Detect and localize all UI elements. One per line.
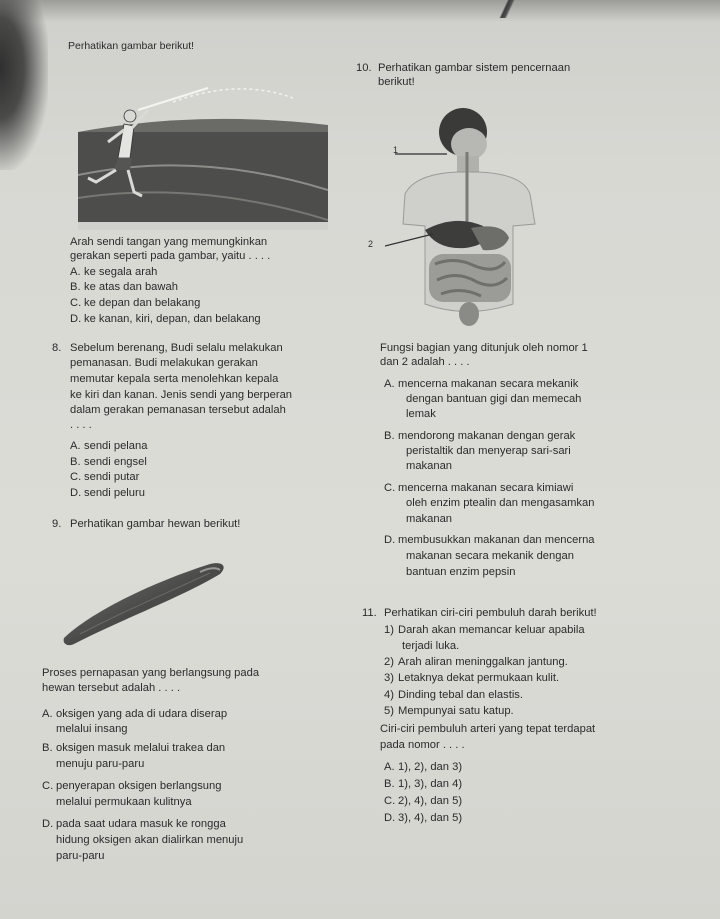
q11-item-1: 1) Darah akan memancar keluar apabila bbox=[384, 624, 585, 636]
label-2: 2 bbox=[368, 239, 374, 249]
q7-option-d[interactable]: D. ke kanan, kiri, depan, dan belakang bbox=[70, 313, 261, 325]
q9-option-c-line-2: melalui permukaan kulitnya bbox=[56, 796, 192, 808]
q10-option-d[interactable]: D. membusukkan makanan dan mencerna bbox=[384, 534, 595, 546]
q11-option-d[interactable]: D. 3), 4), dan 5) bbox=[384, 812, 463, 824]
label-1: 1 bbox=[393, 145, 399, 155]
q10-option-b-line-3: makanan bbox=[406, 460, 453, 472]
q8-stem-line-3: memutar kepala serta menolehkan kepala bbox=[70, 373, 279, 385]
q11-stem-line-2: pada nomor . . . . bbox=[380, 739, 465, 751]
q7-stem-line-2: gerakan seperti pada gambar, yaitu . . . . bbox=[70, 250, 271, 262]
q9-option-b-line-2: menuju paru-paru bbox=[56, 758, 145, 770]
q11-stem-line-1: Ciri-ciri pembuluh arteri yang tepat terdapat bbox=[380, 723, 596, 735]
q10-stem-line-1: Fungsi bagian yang ditunjuk oleh nomor 1 bbox=[380, 342, 588, 354]
q9-option-d[interactable]: D. pada saat udara masuk ke rongga bbox=[42, 818, 226, 830]
q8-stem-line-5: dalam gerakan pemanasan tersebut adalah bbox=[70, 404, 286, 416]
q11-item-5: 5) Mempunyai satu katup. bbox=[384, 705, 514, 717]
q11-item-1-line-2: terjadi luka. bbox=[402, 640, 460, 652]
q8-option-d[interactable]: D. sendi peluru bbox=[70, 487, 145, 499]
q7-stem-line-1: Arah sendi tangan yang memungkinkan bbox=[70, 236, 268, 248]
q11-option-c[interactable]: C. 2), 4), dan 5) bbox=[384, 795, 463, 807]
q10-option-c[interactable]: C. mencerna makanan secara kimiawi bbox=[384, 482, 574, 494]
q8-number: 8. bbox=[52, 342, 62, 354]
q9-option-b[interactable]: B. oksigen masuk melalui trakea dan bbox=[42, 742, 226, 754]
q7-option-a[interactable]: A. ke segala arah bbox=[70, 266, 158, 278]
q10-option-d-line-2: makanan secara mekanik dengan bbox=[406, 550, 574, 562]
q8-option-b[interactable]: B. sendi engsel bbox=[70, 456, 147, 468]
q10-option-b[interactable]: B. mendorong makanan dengan gerak bbox=[384, 430, 576, 442]
q9-option-c[interactable]: C. penyerapan oksigen berlangsung bbox=[42, 780, 222, 792]
q10-option-c-line-2: oleh enzim ptealin dan mengasamkan bbox=[406, 497, 595, 509]
q8-option-a[interactable]: A. sendi pelana bbox=[70, 440, 148, 452]
q8-stem-line-6: . . . . bbox=[70, 419, 92, 431]
q7-option-c[interactable]: C. ke depan dan belakang bbox=[70, 297, 201, 309]
q11-item-2: 2) Arah aliran meninggalkan jantung. bbox=[384, 656, 568, 668]
q8-option-c[interactable]: C. sendi putar bbox=[70, 471, 140, 483]
page-shadow bbox=[0, 0, 48, 170]
q9-stem-line-2: hewan tersebut adalah . . . . bbox=[42, 682, 181, 694]
q9-option-d-line-3: paru-paru bbox=[56, 850, 105, 862]
q9-option-a[interactable]: A. oksigen yang ada di udara diserap bbox=[42, 708, 228, 720]
q11-item-4: 4) Dinding tebal dan elastis. bbox=[384, 689, 524, 701]
q10-option-c-line-3: makanan bbox=[406, 513, 453, 525]
q8-stem-line-4: ke kiri dan kanan. Jenis sendi yang berperan bbox=[70, 389, 293, 401]
q10-intro-line-2: berikut! bbox=[378, 76, 415, 88]
q7-option-b[interactable]: B. ke atas dan bawah bbox=[70, 281, 178, 293]
q10-number: 10. bbox=[356, 62, 372, 74]
q9-option-a-line-2: melalui insang bbox=[56, 723, 128, 735]
q10-intro-line-1: Perhatikan gambar sistem pencernaan bbox=[378, 62, 571, 74]
q9-option-d-line-2: hidung oksigen akan dialirkan menuju bbox=[56, 834, 244, 846]
q10-option-b-line-2: peristaltik dan menyerap sari-sari bbox=[406, 445, 571, 457]
q8-stem-line-2: pemanasan. Budi melakukan gerakan bbox=[70, 357, 258, 369]
q9-intro: Perhatikan gambar hewan berikut! bbox=[70, 518, 241, 530]
pen-mark bbox=[492, 0, 522, 18]
digestive-system-figure bbox=[385, 104, 555, 329]
q10-option-a[interactable]: A. mencerna makanan secara mekanik bbox=[384, 378, 579, 390]
page-top-edge bbox=[0, 0, 720, 22]
q11-intro: Perhatikan ciri-ciri pembuluh darah berikut! bbox=[384, 607, 597, 619]
flatworm-figure bbox=[60, 558, 230, 648]
q11-number: 11. bbox=[362, 607, 377, 619]
q11-option-a[interactable]: A. 1), 2), dan 3) bbox=[384, 761, 463, 773]
q10-option-a-line-2: dengan bantuan gigi dan memecah bbox=[406, 393, 582, 405]
q11-option-b[interactable]: B. 1), 3), dan 4) bbox=[384, 778, 463, 790]
q9-number: 9. bbox=[52, 518, 62, 530]
q10-option-d-line-3: bantuan enzim pepsin bbox=[406, 566, 516, 578]
q10-option-a-line-3: lemak bbox=[406, 408, 436, 420]
q10-stem-line-2: dan 2 adalah . . . . bbox=[380, 356, 470, 368]
q11-item-3: 3) Letaknya dekat permukaan kulit. bbox=[384, 672, 560, 684]
header-instruction: Perhatikan gambar berikut! bbox=[68, 40, 195, 52]
q9-stem-line-1: Proses pernapasan yang berlangsung pada bbox=[42, 667, 260, 679]
javelin-thrower-figure bbox=[78, 80, 328, 230]
q8-stem-line-1: Sebelum berenang, Budi selalu melakukan bbox=[70, 342, 283, 354]
